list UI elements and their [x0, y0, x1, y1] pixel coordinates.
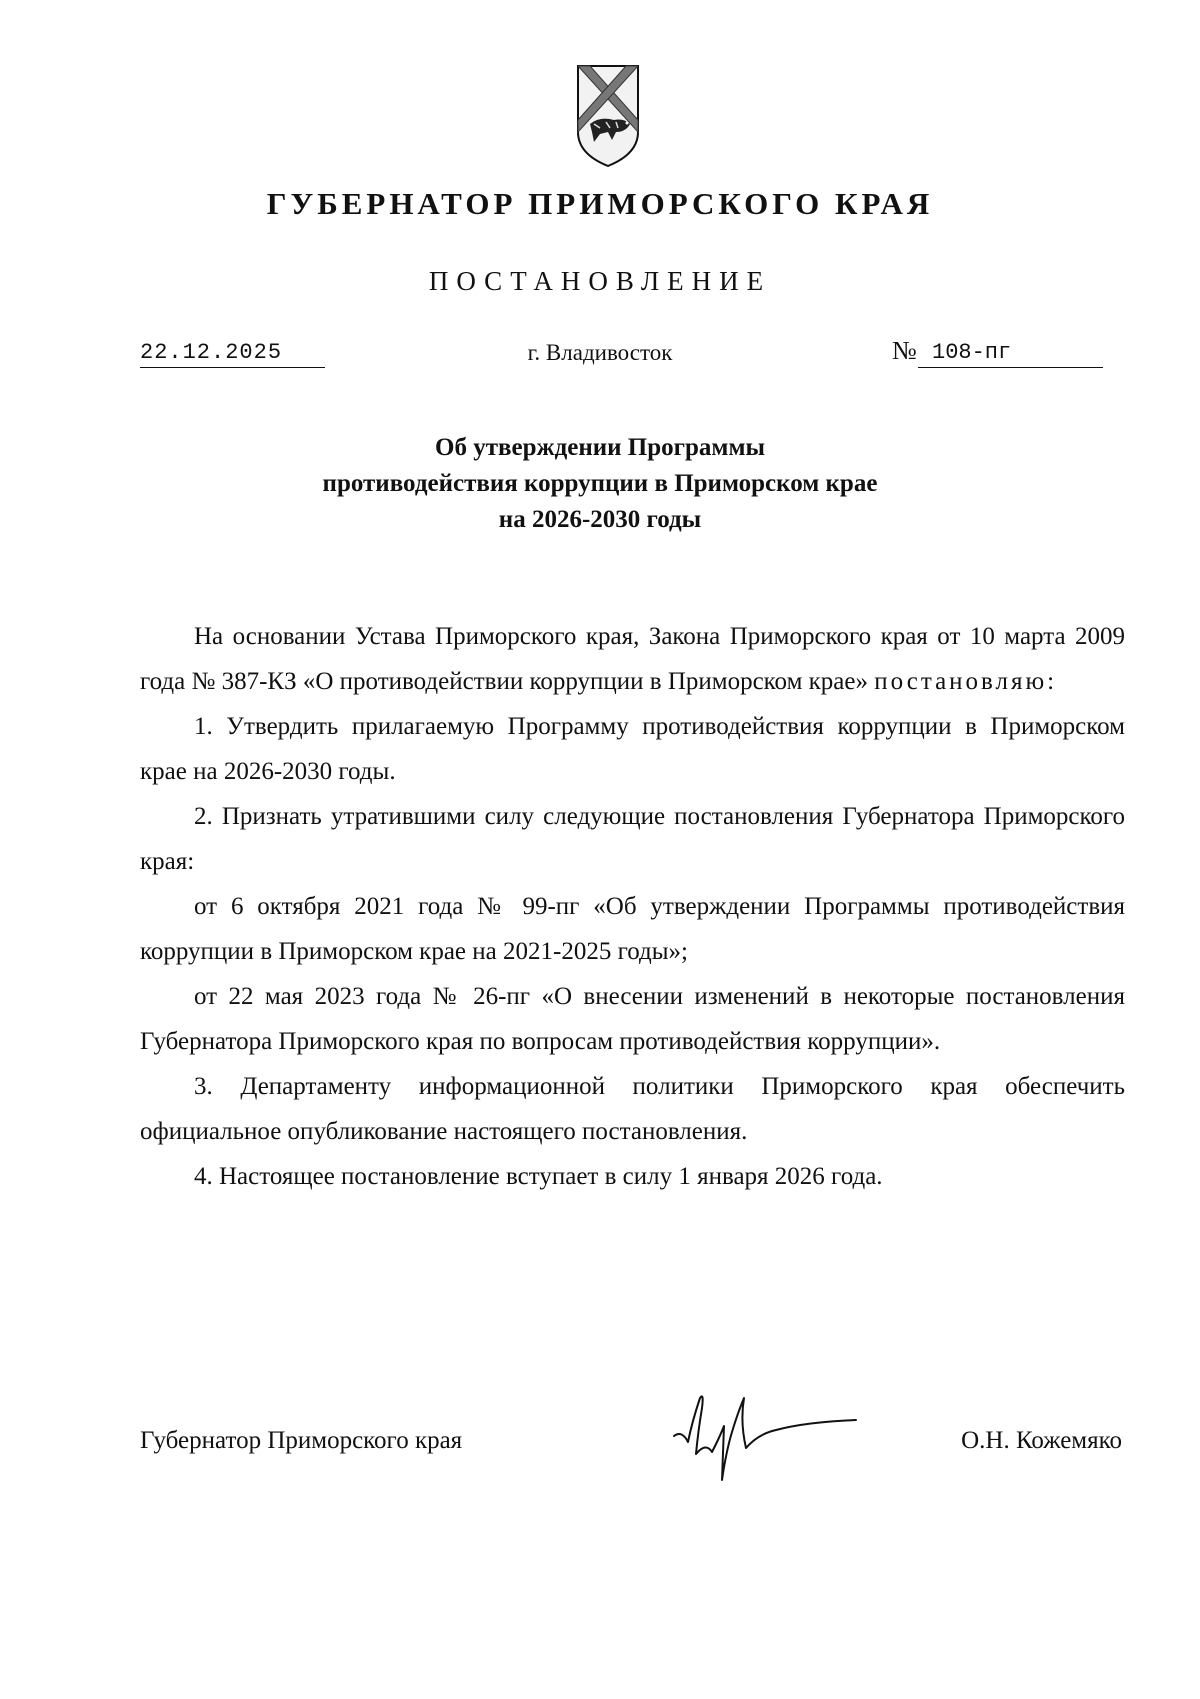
document-number: 108-пг	[918, 340, 1103, 368]
preamble-verb: постановляю:	[874, 668, 1058, 695]
document-city: г. Владивосток	[527, 340, 673, 365]
handwritten-signature	[666, 1392, 866, 1482]
document-type: ПОСТАНОВЛЕНИЕ	[428, 266, 772, 296]
authority-heading: ГУБЕРНАТОР ПРИМОРСКОГО КРАЯ	[266, 186, 934, 221]
item-3: 3. Департаменту информационной политики Приморского края обеспечить официальное опубликование настоящего постановления.	[140, 1073, 1125, 1145]
title-line-2: противодействия коррупции в Приморском крае	[322, 470, 878, 497]
item-2b: от 22 мая 2023 года № 26-пг «О внесении изменений в некоторые постановления Губернатора Приморского края по вопросам противодействия коррупции».	[140, 983, 1125, 1055]
item-1: 1. Утвердить прилагаемую Программу противодействия коррупции в Приморском крае на 2026-2030 годы.	[140, 713, 1125, 785]
preamble-paragraph	[140, 614, 1125, 704]
title-line-1: Об утверждении Программы	[435, 434, 765, 461]
item-4: 4. Настоящее постановление вступает в силу 1 января 2026 года.	[194, 1163, 883, 1190]
document-title	[0, 430, 1200, 538]
title-line-3: на 2026-2030 годы	[498, 506, 702, 533]
document-date: 22.12.2025	[140, 340, 325, 368]
document-number-label: №	[892, 336, 917, 365]
coat-of-arms-icon	[570, 62, 646, 168]
document-body	[140, 614, 1125, 1199]
signatory-name: О.Н. Кожемяко	[961, 1427, 1122, 1454]
item-2a: от 6 октября 2021 года № 99-пг «Об утверждении Программы противодействия коррупции в Приморском крае на 2021-2025 годы»;	[140, 893, 1125, 965]
item-2: 2. Признать утратившими силу следующие постановления Губернатора Приморского края:	[140, 803, 1125, 875]
signatory-position: Губернатор Приморского края	[140, 1427, 463, 1454]
preamble-text: На основании Устава Приморского края, Закона Приморского края от 10 марта 2009 года № 387-КЗ «О противодействии коррупции в Приморском крае»	[140, 623, 1125, 695]
